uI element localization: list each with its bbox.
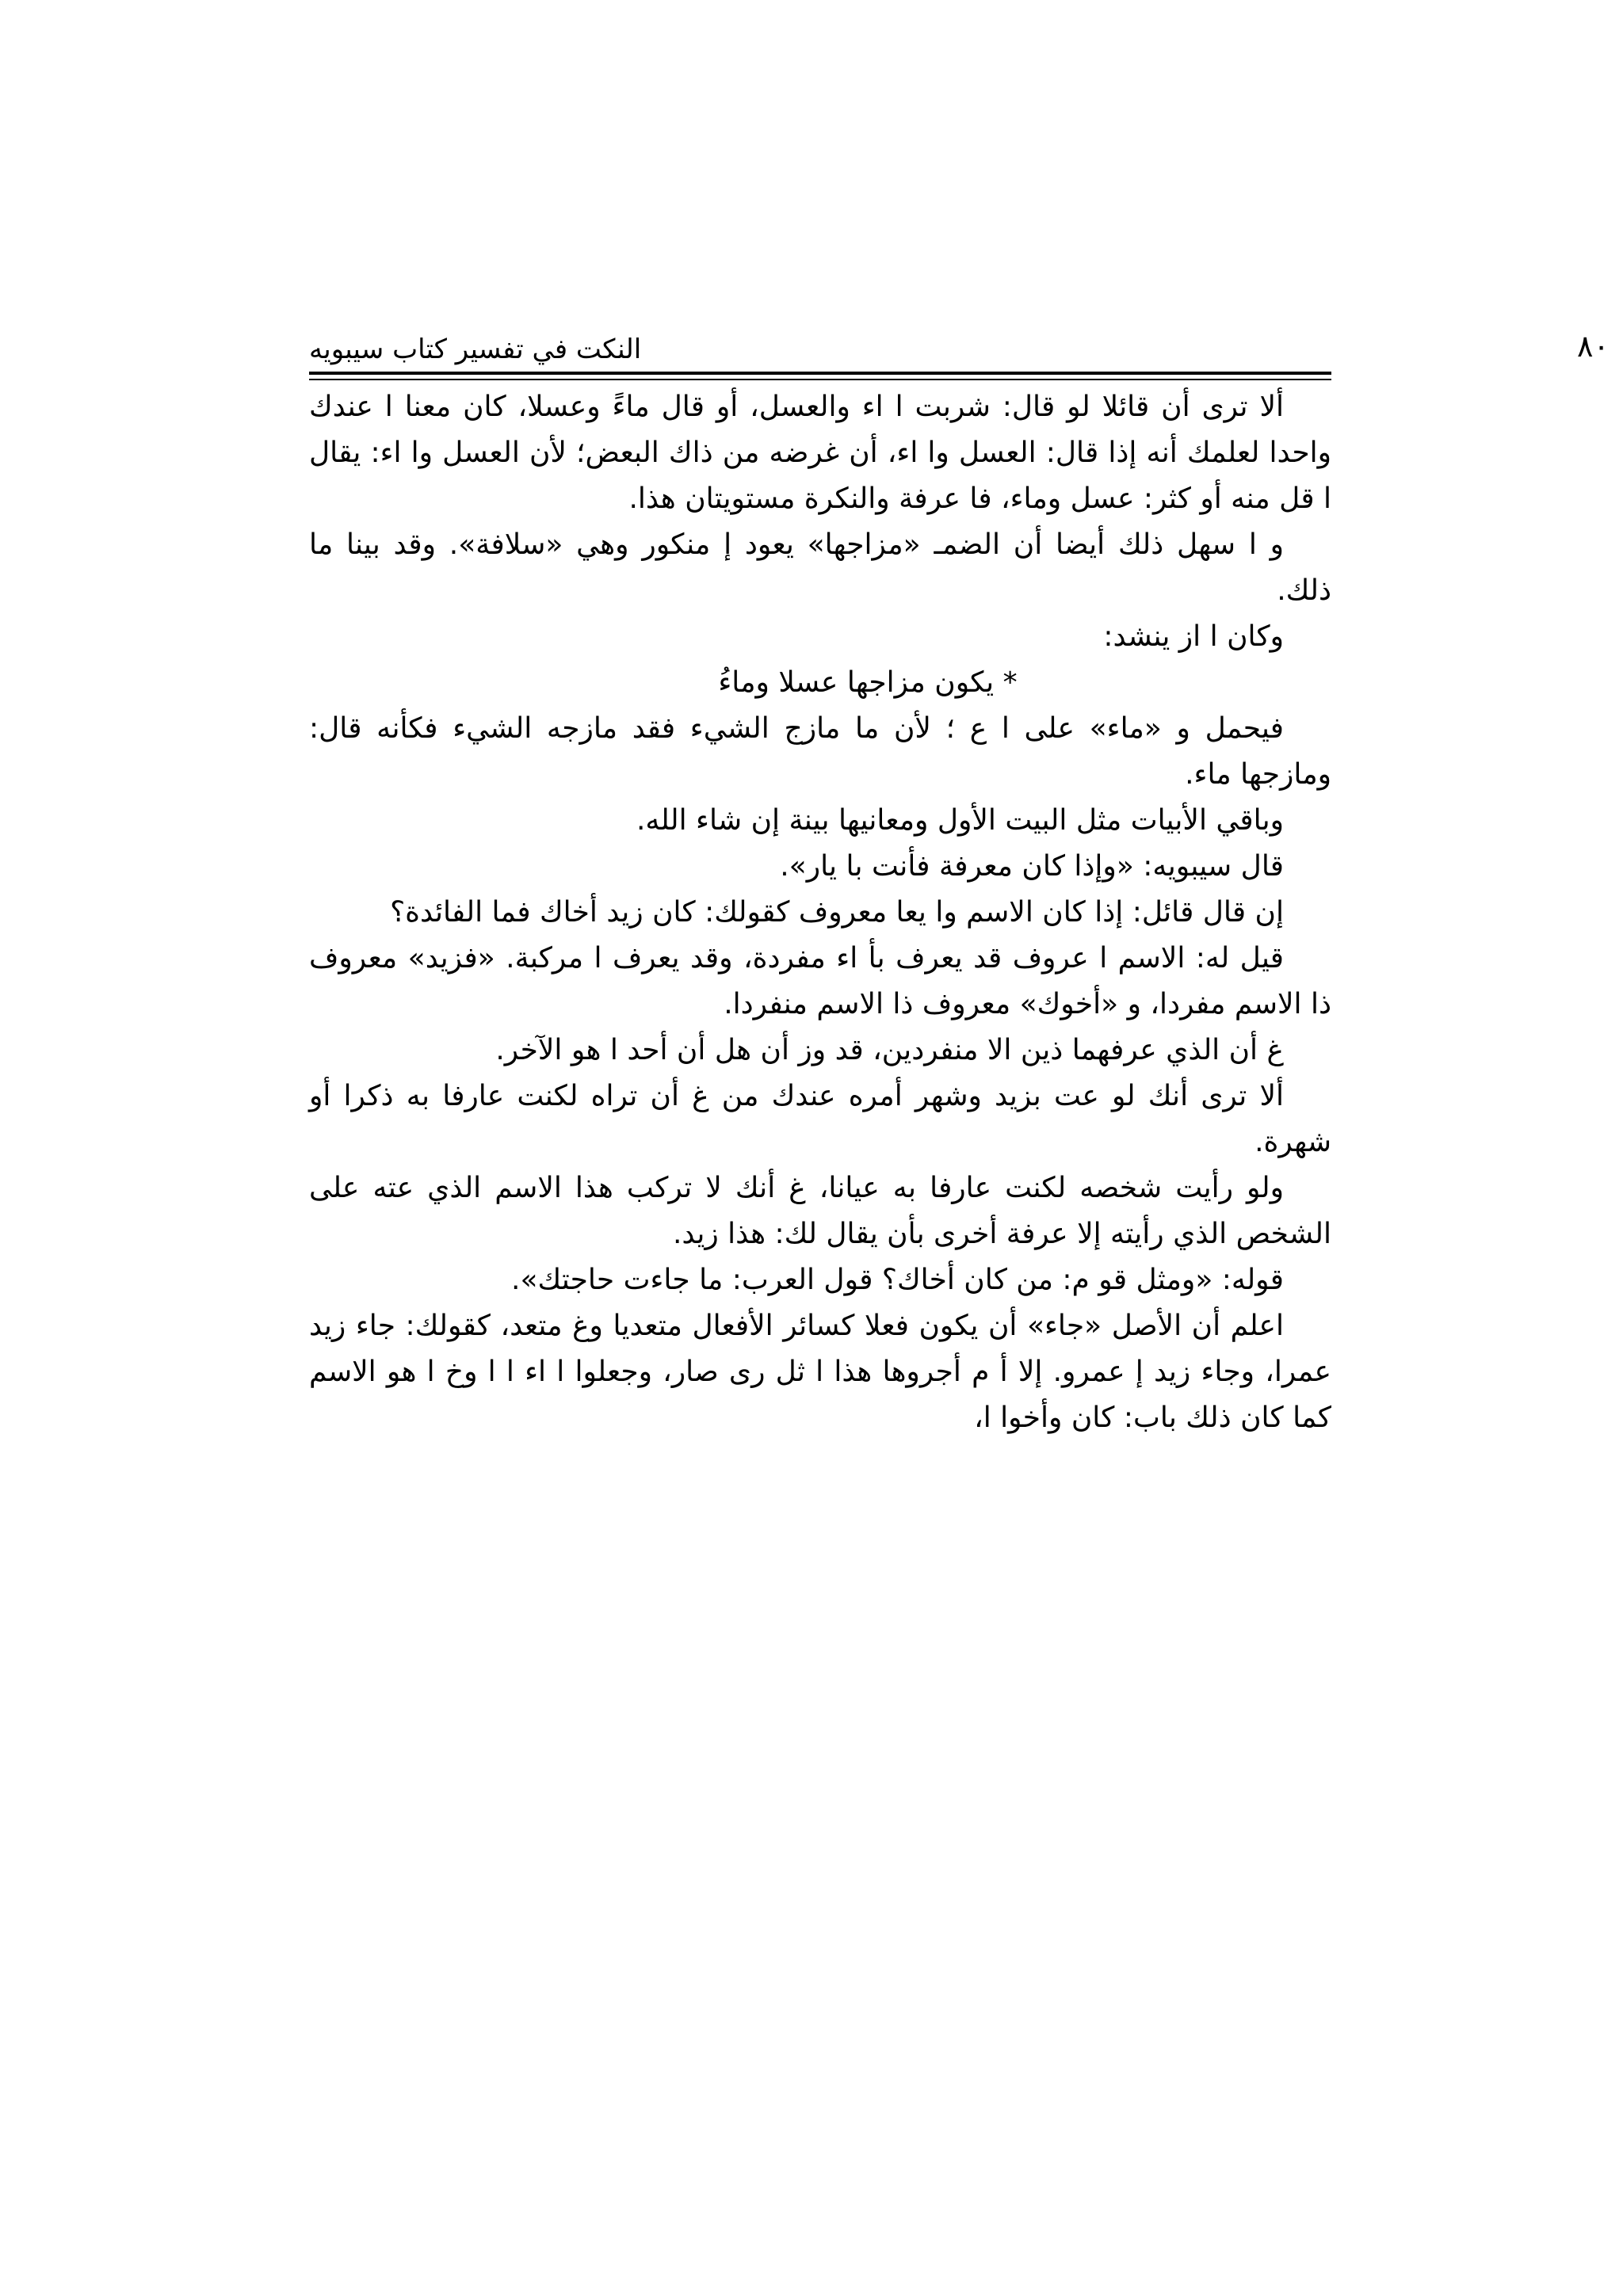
paragraph: إن قال قائل: إذا كان الاسم وا يعا معروف كقولك: كان زيد أخاك فما الفائدة؟ bbox=[390, 896, 1284, 929]
running-title: النكت في تفسير كتاب سيبويه bbox=[309, 334, 642, 365]
paragraph: قوله: «ومثل قو م: من كان أخاك؟ قول العرب: ما جاءت حاجتك». bbox=[511, 1264, 1284, 1296]
paragraph: ولو رأيت شخصه لكنت عارفا به عيانا، غ أنك لا تركب هذا الاسم الذي عته على الشخص الذي رأيته إلا عرفة أخرى بأن يقال لك: هذا زيد. bbox=[309, 1172, 1331, 1250]
page-number: ٨٠ bbox=[1577, 329, 1610, 364]
paragraph: اعلم أن الأصل «جاء» أن يكون فعلا كسائر الأفعال متعديا وغ متعد، كقولك: جاء زيد عمرا، وجاء زيد إ عمرو. إلا أ م أجروها هذا ا ثل رى صار، وجعلوا ا اء ا ا وخ ا هو الاسم كما كان ذلك باب: كان وأخوا ا، bbox=[309, 1310, 1331, 1434]
paragraph: و ا سهل ذلك أيضا أن الضمـ «مزاجها» يعود إ منكور وهي «سلافة». وقد بينا ما ذلك. bbox=[309, 528, 1331, 607]
paragraph: قيل له: الاسم ا عروف قد يعرف بأ اء مفردة، وقد يعرف ا مركبة. «فزيد» معروف ذا الاسم مفردا، و «أخوك» معروف ذا الاسم منفردا. bbox=[309, 942, 1331, 1020]
header-rule-thin bbox=[309, 379, 1331, 380]
verse-line: * يكون مزاجها عسلا وماءُ bbox=[718, 666, 1018, 699]
paragraph: وباقي الأبيات مثل البيت الأول ومعانيها بينة إن شاء الله. bbox=[636, 804, 1284, 837]
header-rule-thick bbox=[309, 372, 1331, 375]
paragraph: ألا ترى أنك لو عت بزيد وشهر أمره عندك من غ أن تراه لكنت عارفا به ذكرا أو شهرة. bbox=[309, 1080, 1331, 1158]
paragraph: وكان ا از ينشد: bbox=[1103, 620, 1284, 653]
paragraph: غ أن الذي عرفهما ذين الا منفردين، قد وز أن هل أن أحد ا هو الآخر. bbox=[495, 1034, 1284, 1066]
body-text bbox=[309, 384, 1331, 1441]
paragraph: ألا ترى أن قائلا لو قال: شربت ا اء والعسل، أو قال ماءً وعسلا، كان معنا ا عندك واحدا لعلمك أنه إذا قال: العسل وا اء، أن غرضه من ذاك البعض؛ لأن العسل وا اء: يقال ا قل منه أو كثر: عسل وماء، فا عرفة والنكرة مستويتان هذا. bbox=[309, 391, 1331, 515]
paragraph: قال سيبويه: «وإذا كان معرفة فأنت با يار». bbox=[780, 850, 1284, 883]
page-header bbox=[309, 329, 1610, 376]
paragraph: فيحمل و «ماء» على ا ع ؛ لأن ما مازج الشيء فقد مازجه الشيء فكأنه قال: ومازجها ماء. bbox=[309, 712, 1331, 791]
